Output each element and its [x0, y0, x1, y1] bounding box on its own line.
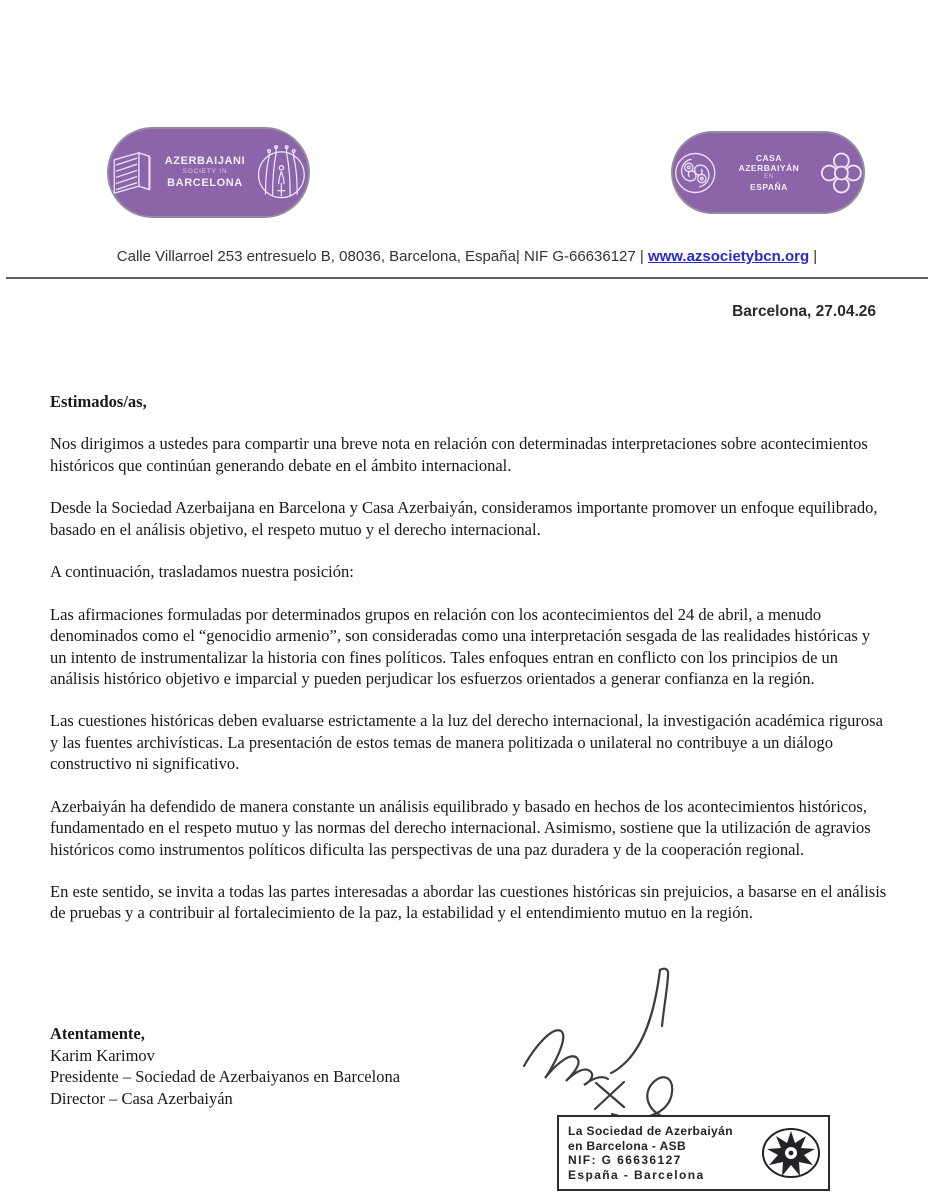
address-text-tail: | — [809, 248, 818, 265]
signature-image — [500, 966, 700, 1116]
logo-casa-azerbaiyan-espana — [671, 131, 865, 214]
signer-title-1: Presidente – Sociedad de Azerbaiyanos en Barcelona — [50, 1067, 401, 1086]
letter-paragraph: Desde la Sociedad Azerbaijana en Barcelona y Casa Azerbaiyán, consideramos importante promover un enfoque equilibrado, basado en el análisis objetivo, el respeto mutuo y el derecho internacional. — [50, 498, 878, 539]
salutation: Estimados/as, — [50, 392, 147, 411]
logo-right-line3: ESPAÑA — [750, 181, 788, 192]
stamp-line-1: La Sociedad de Azerbaiyán — [568, 1124, 733, 1138]
website-link[interactable]: www.azsocietybcn.org — [647, 248, 810, 265]
letter-paragraph: Las afirmaciones formuladas por determinados grupos en relación con los acontecimientos del 24 de abril, a menudo denominados como el “genocidio armenio”, son consideradas como una interpretación sesgada de las realidades históricas y un intento de instrumentalizar la historia con fines políticos. Tales enfoques entran en conflicto con los principios de un análisis histórico objetivo e imparcial y pueden perjudicar los esfuerzos orientados a generar confianza en la región. — [50, 604, 871, 688]
address-text: Calle Villarroel 253 entresuelo B, 08036, Barcelona, España| NIF G-66636127 | — [116, 248, 648, 265]
closing-word: Atentamente, — [50, 1024, 145, 1043]
carpet-book-icon — [109, 144, 155, 202]
signer-name: Karim Karimov — [50, 1045, 155, 1065]
logo-right-line2: EN — [764, 174, 774, 181]
date-line: Barcelona, 27.04.26 — [732, 303, 876, 320]
logo-left-line3: BARCELONA — [167, 176, 243, 189]
logo-right-line1: CASA AZERBAIYÁN — [738, 152, 800, 174]
letter-paragraph: A continuación, trasladamos nuestra posición: — [50, 562, 354, 582]
logo-left-line1: AZERBAIJANI — [164, 154, 246, 167]
logo-left-line2: SOCIETY IN — [182, 168, 228, 176]
stamp-star-emblem — [760, 1126, 822, 1180]
panot-flower-icon — [820, 150, 863, 196]
letter-body — [50, 391, 890, 945]
stamp-line-2: en Barcelona - ASB — [568, 1138, 687, 1153]
stamp-line-3: NIF: G 66636127 — [568, 1153, 682, 1167]
logo-azerbaijani-society-barcelona — [107, 127, 310, 218]
letter-paragraph: Las cuestiones históricas deben evaluarse estrictamente a la luz del derecho internacional, la investigación académica rigurosa y las fuentes archivísticas. La presentación de estos temas de manera politizada o unilateral no contribuye a un diálogo constructivo ni significativo. — [50, 711, 883, 774]
buta-paisley-icon — [673, 148, 718, 198]
letter-paragraph: Azerbaiyán ha defendido de manera constante un análisis equilibrado y basado en hechos de los acontecimientos históricos, fundamentado en el respeto mutuo y las normas del derecho internacional. Asimismo, sostiene que la utilización de agravios históricos como instrumentos políticos dificulta las perspectivas de una paz duradera y de la cooperación regional. — [50, 796, 871, 859]
closing-block — [50, 1023, 400, 1109]
sagrada-familia-icon — [255, 141, 308, 205]
official-stamp — [557, 1115, 830, 1191]
stamp-line-4: España - Barcelona — [568, 1167, 705, 1182]
letter-paragraph: Nos dirigimos a ustedes para compartir una breve nota en relación con determinadas interpretaciones sobre acontecimientos históricos que continúan generando debate en el ámbito internacional. — [50, 434, 868, 475]
address-line — [0, 248, 934, 265]
letter-paragraph: En este sentido, se invita a todas las partes interesadas a abordar las cuestiones históricas sin prejuicios, a basarse en el análisis de pruebas y a contribuir al fortalecimiento de la paz, la estabilidad y el entendimiento mutuo en la región. — [50, 882, 887, 923]
signer-title-2: Director – Casa Azerbaiyán — [50, 1088, 233, 1108]
header-divider — [6, 277, 928, 279]
